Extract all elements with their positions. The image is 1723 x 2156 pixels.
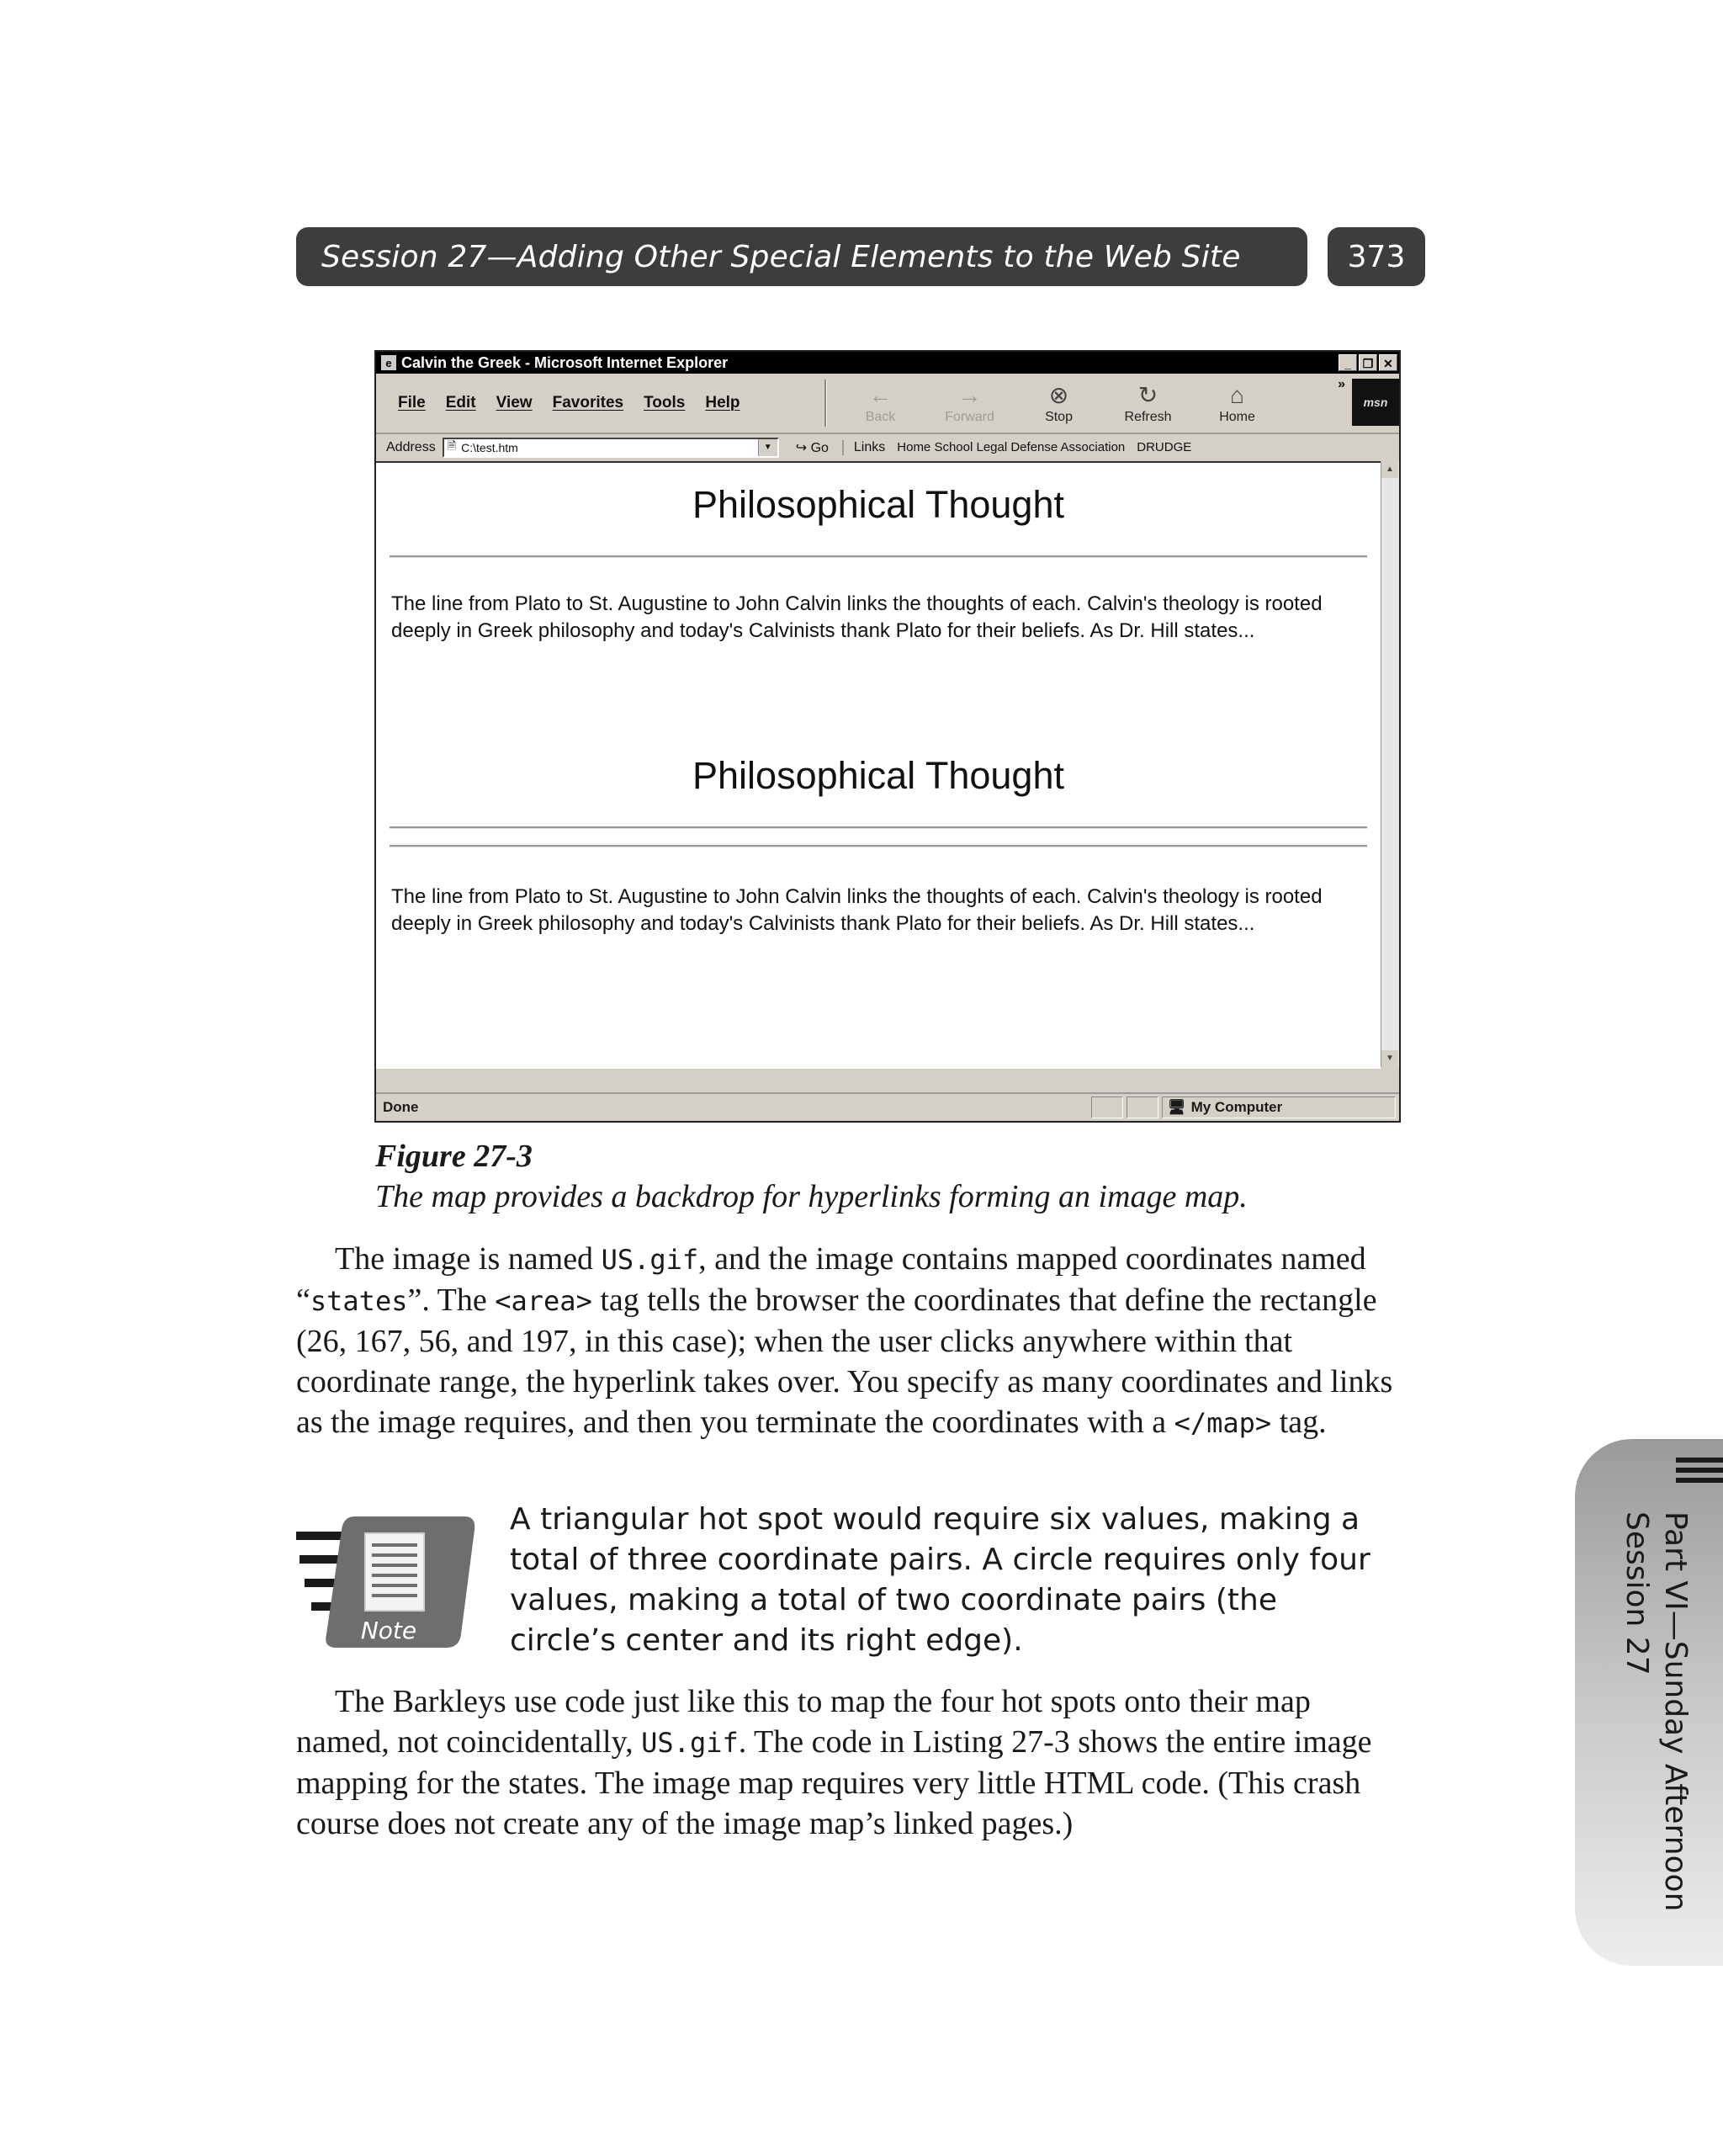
scroll-down-icon[interactable]: ▼ bbox=[1381, 1050, 1398, 1067]
page-number: 373 bbox=[1328, 227, 1425, 286]
status-text: Done bbox=[383, 1099, 419, 1115]
menu-file[interactable]: File bbox=[398, 394, 426, 412]
back-arrow-icon: ← bbox=[868, 382, 893, 408]
address-bar-row bbox=[376, 434, 1399, 463]
page-heading-2: Philosophical Thought bbox=[692, 754, 1064, 797]
address-value: C:\test.htm bbox=[461, 441, 518, 454]
window-titlebar bbox=[376, 352, 1399, 374]
browser-screenshot bbox=[374, 350, 1401, 1123]
computer-icon: 🖥 bbox=[1168, 1099, 1186, 1115]
page-viewport bbox=[376, 461, 1381, 1069]
refresh-button[interactable]: ↻ Refresh bbox=[1124, 382, 1172, 424]
home-button[interactable]: ⌂ Home bbox=[1219, 382, 1255, 424]
status-zone: 🖥 My Computer bbox=[1162, 1097, 1396, 1118]
page-paragraph-2: The line from Plato to St. Augustine to John Calvin links the thoughts of each. Calvin's theology is rooted deeply in Greek philosophy and today's Calvinists thank Plato for their beliefs. As Dr. Hill states... bbox=[391, 885, 1323, 935]
status-bar bbox=[376, 1092, 1399, 1121]
note-text: A triangular hot spot would require six values, making a total of three coordinate pairs. A circle requires only four values, making a total of two coordinate pairs (the circle’s center and its right edge). bbox=[510, 1502, 1370, 1658]
menu-tools[interactable]: Tools bbox=[644, 394, 686, 412]
address-dropdown-icon[interactable]: ▼ bbox=[758, 439, 777, 456]
menu-bar bbox=[376, 394, 740, 412]
stop-icon: ⊗ bbox=[1048, 382, 1069, 408]
tab-part-title: Part VI—Sunday Afternoon bbox=[1658, 1511, 1693, 1912]
menu-edit[interactable]: Edit bbox=[445, 394, 476, 412]
minimize-button[interactable]: _ bbox=[1339, 354, 1357, 371]
address-label: Address bbox=[386, 440, 436, 454]
menu-help[interactable]: Help bbox=[705, 394, 740, 412]
scroll-up-icon[interactable]: ▲ bbox=[1381, 461, 1398, 478]
window-title: Calvin the Greek - Microsoft Internet Explorer bbox=[401, 353, 729, 371]
tab-stripes bbox=[1676, 1458, 1723, 1488]
horizontal-rule bbox=[390, 845, 1367, 847]
note-icon bbox=[296, 1508, 480, 1651]
session-title: Session 27—Adding Other Special Elements to the Web Site bbox=[321, 239, 1241, 274]
page-heading-1: Philosophical Thought bbox=[692, 483, 1064, 526]
tab-text bbox=[1602, 1511, 1694, 1932]
button-toolbar bbox=[827, 381, 1271, 425]
menu-view[interactable]: View bbox=[496, 394, 533, 412]
inline-code: US.gif bbox=[641, 1727, 739, 1759]
menu-favorites[interactable]: Favorites bbox=[552, 394, 624, 412]
links-label: Links bbox=[853, 440, 886, 454]
inline-code: states bbox=[310, 1285, 408, 1317]
address-input[interactable] bbox=[443, 438, 779, 458]
inline-code: US.gif bbox=[601, 1244, 699, 1276]
body-paragraph-2: The Barkleys use code just like this to map the four hot spots onto their map named, not coincidentally, US.gif. The code in Listing 27-3 shows the entire image mapping for the states. The image map requires very little HTML code. (This crash course does not create any of the image map’s linked pages.) bbox=[296, 1684, 1372, 1841]
link-hslda[interactable]: Home School Legal Defense Association bbox=[897, 440, 1126, 454]
figure-label: Figure 27-3 bbox=[375, 1139, 533, 1174]
status-cell bbox=[1127, 1097, 1158, 1118]
forward-button[interactable]: → Forward bbox=[945, 382, 994, 424]
go-button[interactable]: ↪ Go bbox=[795, 441, 829, 455]
menu-toolbar-row bbox=[376, 374, 1399, 434]
inline-code: </map> bbox=[1174, 1407, 1272, 1439]
toolbar-chevron-icon[interactable]: » bbox=[1338, 377, 1345, 391]
note-label: Note bbox=[360, 1617, 417, 1644]
horizontal-rule bbox=[390, 826, 1367, 829]
close-button[interactable]: ✕ bbox=[1379, 354, 1397, 371]
inline-code: <area> bbox=[495, 1285, 592, 1317]
ie-logo-icon: e bbox=[381, 355, 396, 370]
page-paragraph-1: The line from Plato to St. Augustine to John Calvin links the thoughts of each. Calvin's theology is rooted deeply in Greek philosophy and today's Calvinists thank Plato for their beliefs. As Dr. Hill states... bbox=[391, 592, 1323, 642]
part-side-tab bbox=[1575, 1439, 1723, 1966]
forward-arrow-icon: → bbox=[957, 382, 982, 408]
horizontal-rule bbox=[390, 555, 1367, 558]
body-paragraph-1: The image is named US.gif, and the image contains mapped coordinates named “states”. The <area> tag tells the browser the coordinates that define the rectangle (26, 167, 56, and 197, in this case); when the user clicks anywhere within that coordinate range, the hyperlink takes over. You specify as many coordinates and links as the image requires, and then you terminate the coordinates with a </map> tag. bbox=[296, 1241, 1393, 1440]
figure-caption: The map provides a backdrop for hyperlinks forming an image map. bbox=[375, 1179, 1248, 1214]
restore-button[interactable]: ❐ bbox=[1359, 354, 1377, 371]
page-icon: 🗎 bbox=[447, 439, 457, 452]
stop-button[interactable]: ⊗ Stop bbox=[1045, 382, 1073, 424]
tab-session: Session 27 bbox=[1620, 1511, 1654, 1675]
back-button[interactable]: ← Back bbox=[865, 382, 896, 424]
running-header bbox=[296, 227, 1307, 286]
link-drudge[interactable]: DRUDGE bbox=[1137, 440, 1192, 454]
refresh-icon: ↻ bbox=[1137, 382, 1158, 408]
vertical-scrollbar[interactable] bbox=[1381, 461, 1399, 1067]
msn-throbber-icon: msn bbox=[1352, 379, 1399, 426]
links-bar bbox=[842, 440, 1191, 455]
status-cell bbox=[1091, 1097, 1123, 1118]
home-icon: ⌂ bbox=[1230, 382, 1244, 408]
